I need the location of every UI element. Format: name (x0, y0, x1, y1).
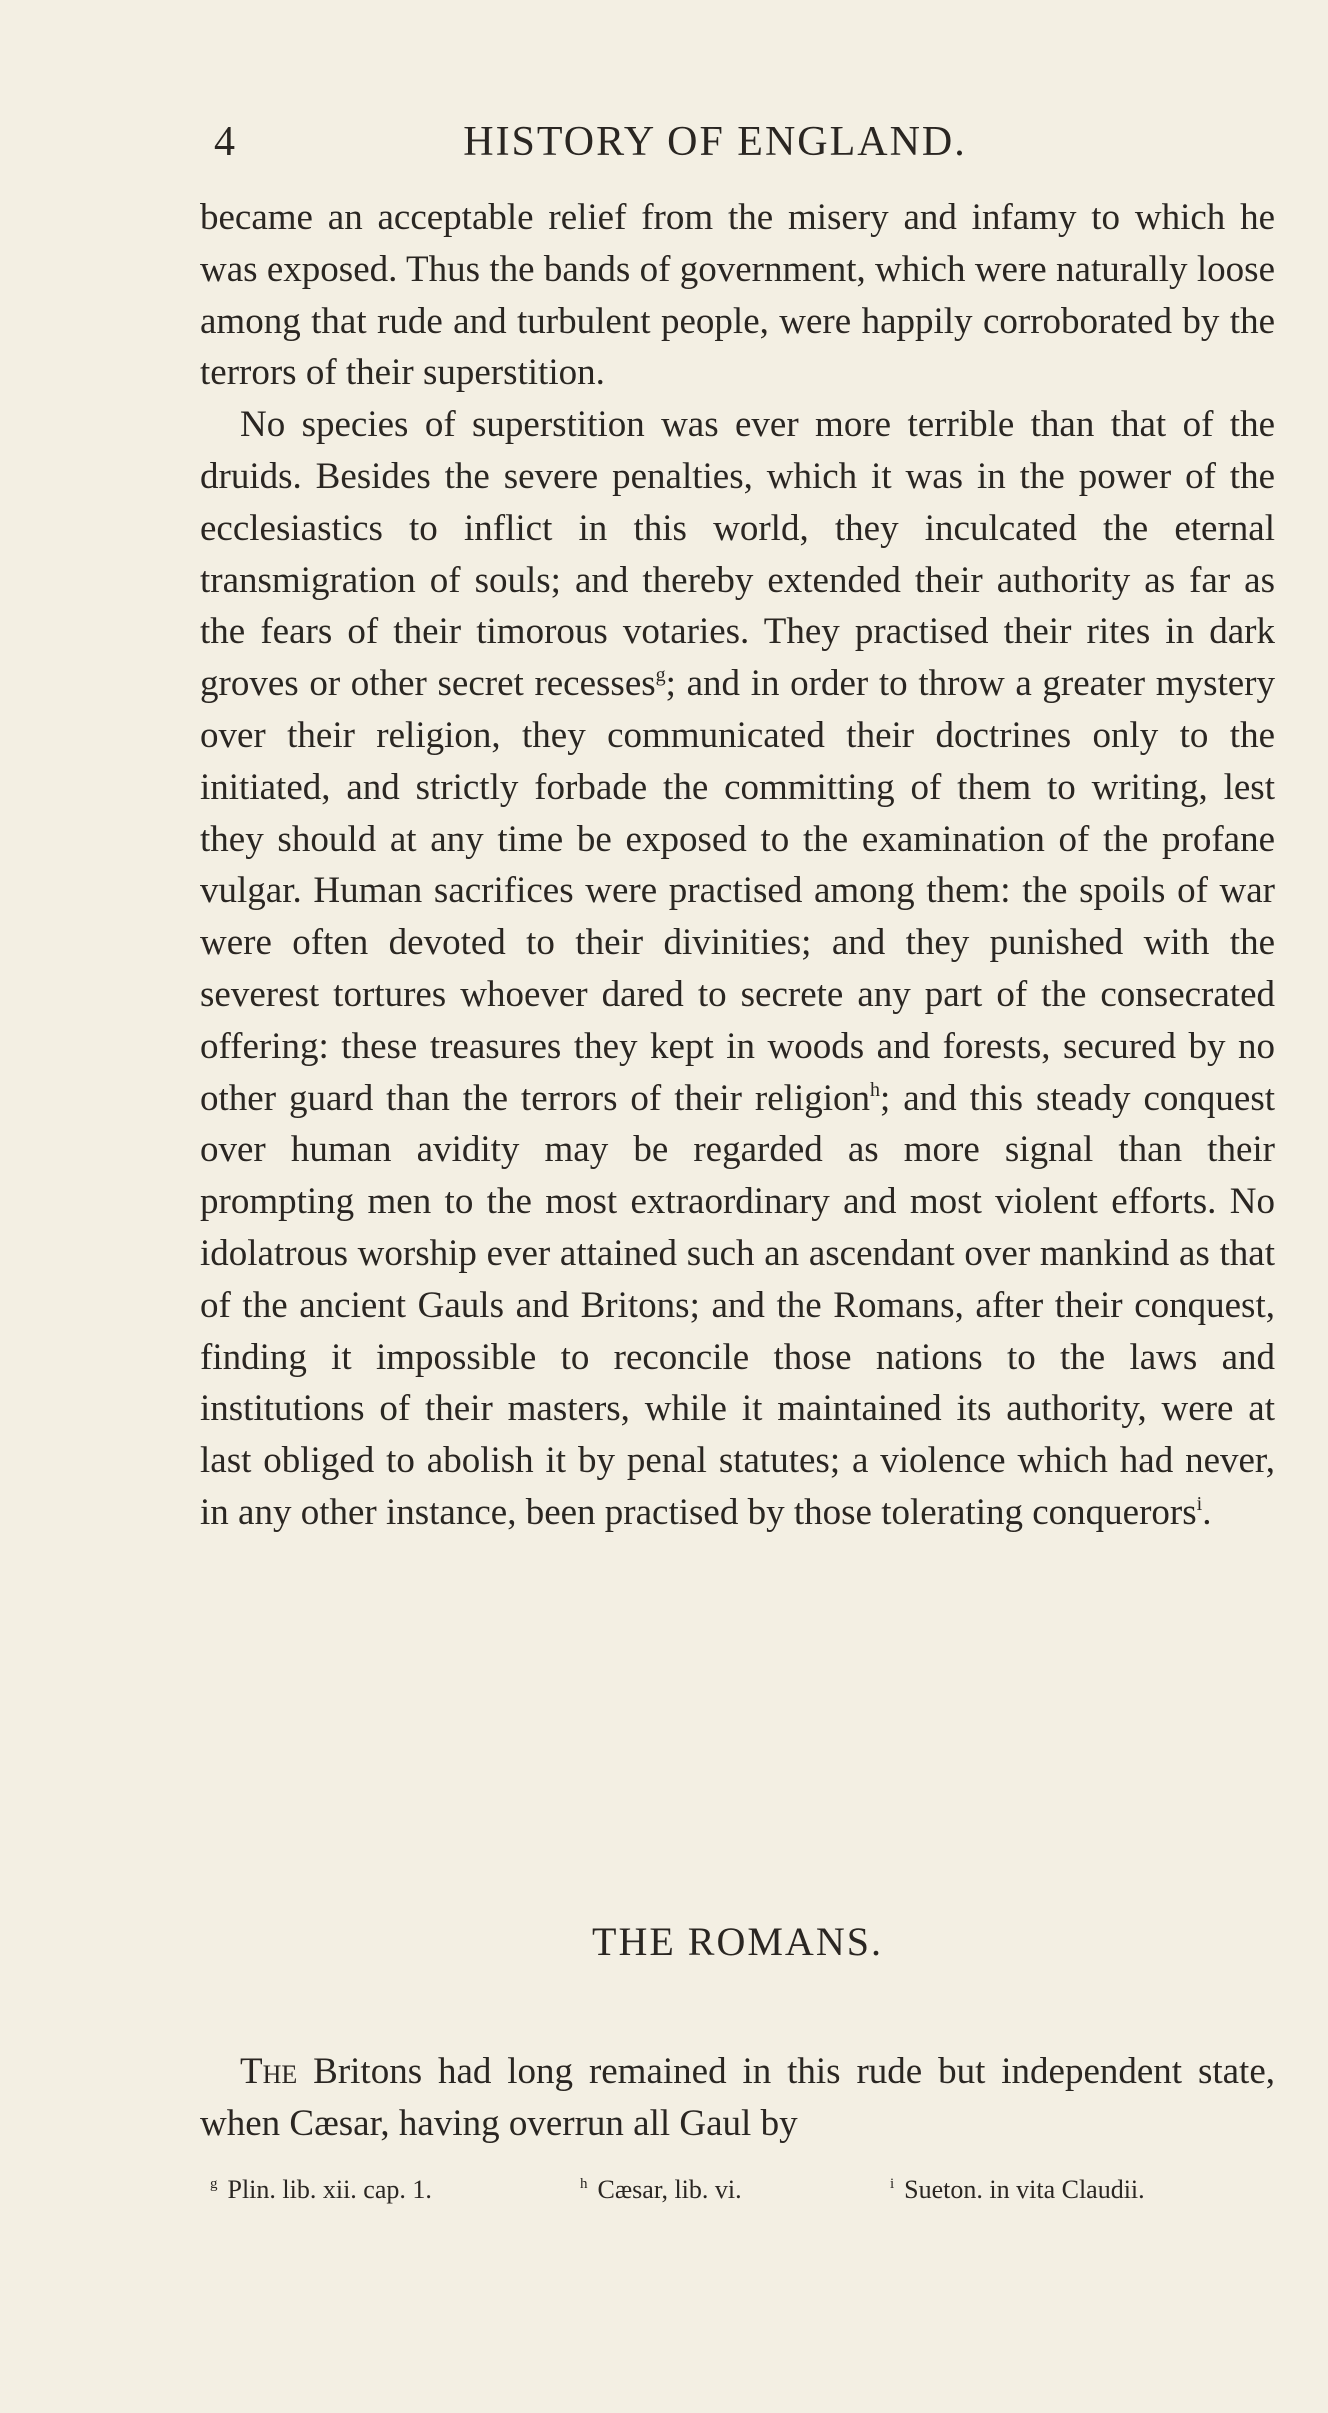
paragraph-2-part-3: ; and this steady conquest over human avidity may be regarded as more signal than their prompting men to the most extraordinary and most violent efforts. No idolatrous worship ever attained such an ascendant over mankind as that of the ancient Gauls and Britons; and the Romans, after their conquest, finding it impossible to reconcile those nations to the laws and institutions of their masters, while it maintained its authority, were at last obliged to abolish it by penal statutes; a violence which had never, in any other instance, been practised by those tolerating conquerors (200, 1077, 1275, 1533)
footnote-i (890, 2170, 1145, 2210)
paragraph-2-part-2: ; and in order to throw a greater mystery over their religion, they communicated their doctrines only to the initiated, and strictly forbade the committing of them to writing, lest they should at any time be exposed to the examination of the profane vulgar. Human sacrifices were practised among them: the spoils of war were often devoted to their divinities; and they punished with the severest tortures whoever dared to secrete any part of the consecrated offering: these treasures they kept in woods and forests, secured by no other guard than the terrors of their religion (200, 663, 1275, 1119)
paragraph-2-part-1: No species of superstition was ever more terrible than that of the druids. Besides the severe penalties, which it was in the power of the ecclesiastics to inflict in this world, they inculcated the eternal transmigration of souls; and thereby extended their authority as far as the fears of their timorous votaries. They practised their rites in dark groves or other secret recesses (200, 404, 1275, 705)
footnote-ref-h: h (870, 1078, 881, 1101)
section-heading: THE ROMANS. (592, 1919, 883, 1964)
body-text (200, 192, 1275, 1539)
footnote-ref-g: g (655, 664, 666, 687)
footnote-h (580, 2170, 742, 2210)
section-paragraph-1-rest: Britons had long remained in this rude but independent state, when Cæsar, having overrun all Gaul by (200, 2051, 1275, 2144)
running-head: HISTORY OF ENGLAND. (463, 119, 967, 165)
footnote-text: Cæsar, lib. vi. (597, 2175, 742, 2204)
footnote-text: Plin. lib. xii. cap. 1. (227, 2175, 432, 2204)
paragraph-2-end: . (1202, 1491, 1212, 1533)
footnote-mark: g (210, 2176, 218, 2192)
footnote-text: Sueton. in vita Claudii. (904, 2175, 1145, 2204)
footnote-mark: h (580, 2176, 588, 2192)
page-number: 4 (214, 119, 235, 165)
footnote-mark: i (890, 2176, 895, 2192)
footnote-g (210, 2170, 432, 2210)
footnote-ref-i: i (1196, 1492, 1203, 1515)
paragraph-1: became an acceptable relief from the misery and infamy to which he was exposed. Thus the bands of government, which were naturally loose among that rude and turbulent people, were happily corroborated by the terrors of their superstition. (200, 197, 1275, 394)
page-header (200, 112, 1270, 172)
paragraph-2 (200, 399, 1275, 1539)
section-text (200, 2046, 1275, 2150)
section-first-word: The (240, 2051, 298, 2092)
section-paragraph-1 (200, 2046, 1275, 2150)
